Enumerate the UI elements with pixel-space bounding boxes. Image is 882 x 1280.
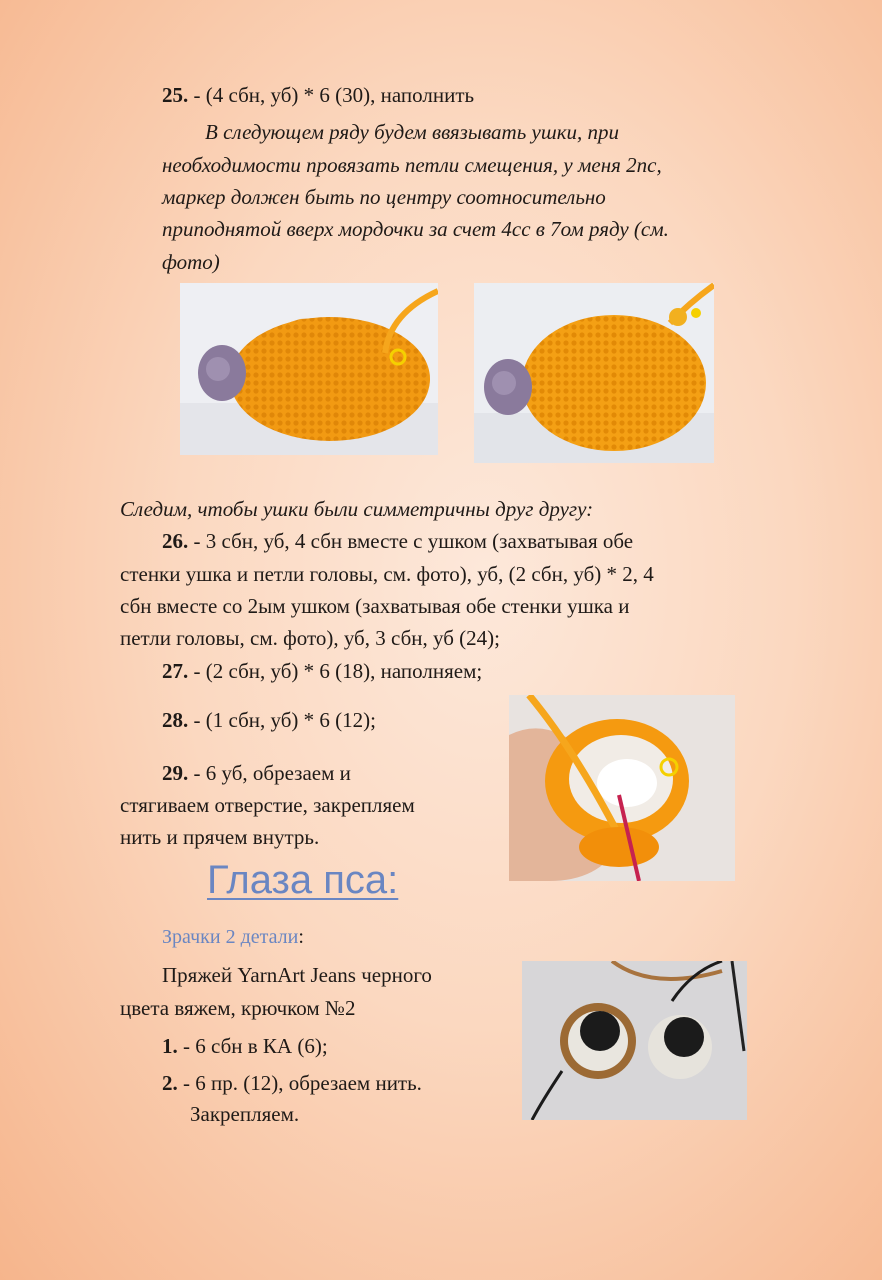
note-line-4: приподнятой вверх мордочки за счет 4сс в 7ом ряду (см. [162, 217, 669, 241]
eye-row-2-line-1: 2. - 6 пр. (12), обрезаем нить. [162, 1071, 422, 1095]
row-number: 28. [162, 708, 189, 732]
hand-photo [509, 695, 735, 881]
note-line-5: фото) [162, 250, 220, 274]
row-number: 29. [162, 761, 189, 785]
row-number: 26. [162, 529, 189, 553]
row-25: 25. - (4 сбн, уб) * 6 (30), наполнить [162, 83, 475, 107]
head-photo-2 [474, 283, 714, 463]
note-line-3: маркер должен быть по центру соотносительно [162, 185, 606, 209]
row-26-line-1: 26. - 3 сбн, уб, 4 сбн вместе с ушком (захватывая обе [162, 529, 634, 553]
row-28: 28. - (1 сбн, уб) * 6 (12); [162, 708, 376, 732]
symmetric-note: Следим, чтобы ушки были симметричны друг другу: [120, 497, 594, 521]
row-number: 25. [162, 83, 189, 107]
row-26-line-3: сбн вместе со 2ым ушком (захватывая обе стенки ушка и [120, 594, 630, 618]
eyes-photo [522, 961, 747, 1120]
row-number: 27. [162, 659, 189, 683]
row-27: 27. - (2 сбн, уб) * 6 (18), наполняем; [162, 659, 483, 683]
pupils-label: Зрачки 2 детали: [162, 926, 304, 948]
yarn-line-2: цвета вяжем, крючком №2 [120, 996, 356, 1020]
eye-row-2-line-2: Закрепляем. [190, 1102, 300, 1126]
yarn-line-1: Пряжей YarnArt Jeans черного [162, 963, 432, 987]
row-26-line-4: петли головы, см. фото), уб, 3 сбн, уб (24); [120, 626, 500, 650]
row-29-line-1: 29. - 6 уб, обрезаем и [162, 761, 351, 785]
note-line-1: В следующем ряду будем ввязывать ушки, при [205, 120, 620, 144]
row-number: 2. [162, 1071, 178, 1095]
note-line-2: необходимости провязать петли смещения, у меня 2пс, [162, 153, 662, 177]
row-number: 1. [162, 1034, 178, 1058]
eye-row-1: 1. - 6 сбн в КА (6); [162, 1034, 328, 1058]
row-29-line-3: нить и прячем внутрь. [120, 825, 320, 849]
row-29-line-2: стягиваем отверстие, закрепляем [120, 793, 415, 817]
row-26-line-2: стенки ушка и петли головы, см. фото), уб, (2 сбн, уб) * 2, 4 [120, 562, 654, 586]
eyes-title: Глаза пса: [207, 858, 399, 902]
head-photo-1 [180, 283, 438, 455]
